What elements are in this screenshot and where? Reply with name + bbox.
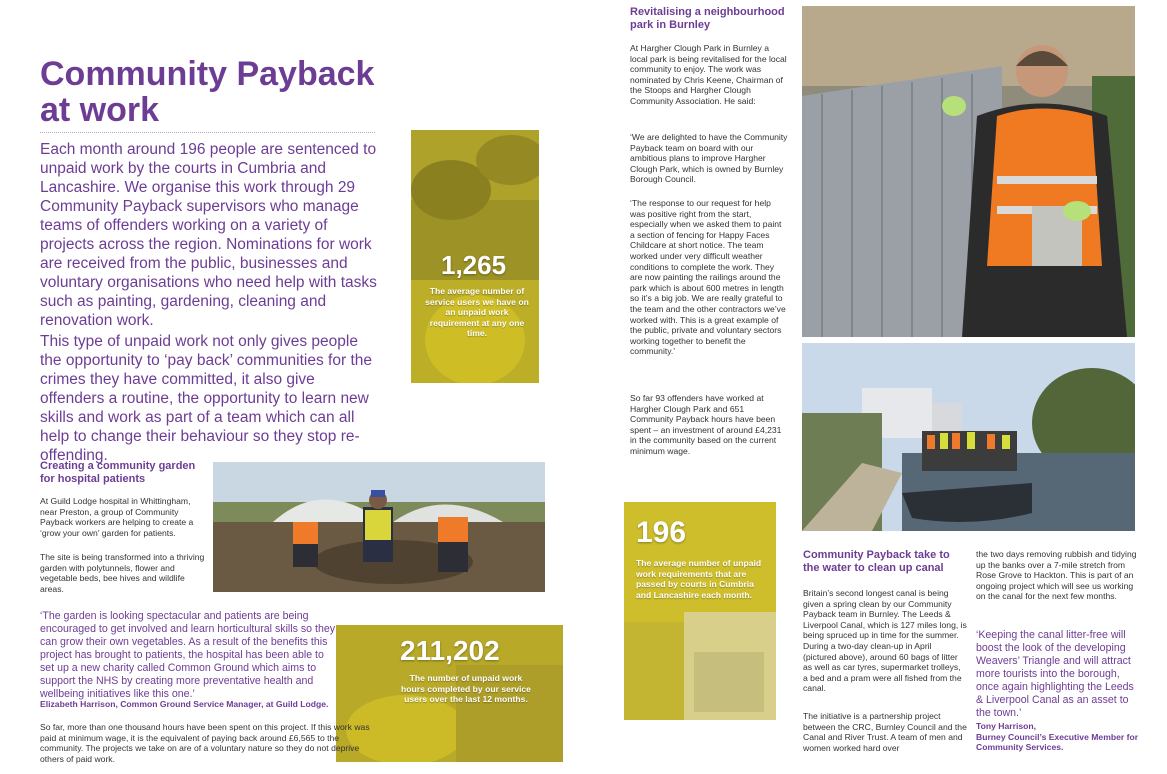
stat-description: The average number of unpaid work requirements that are passed by courts in Cumbria and Lancashire each month. [636, 558, 762, 600]
stat-description: The average number of service users we have on an unpaid work requirement at any one time. [425, 286, 529, 338]
canal-paragraph-1: Britain’s second longest canal is being given a spring clean by our Community Payback team in Burnley. The Leeds & Liverpool Canal, which is 127 miles long, is being spruced up in time for the summer. During a two-day clean-up in April (pictured above), around 60 bags of litter as well as car tyres, supermarket trolleys, a bed and a pram were all fished from the canal. [803, 588, 967, 694]
page-title [40, 56, 420, 128]
park-photo-image [802, 6, 1135, 337]
garden-paragraph-1: At Guild Lodge hospital in Whittingham, near Preston, a group of Community Payback workers are helping to create a ‘grow your own’ garden for patients. [40, 496, 194, 538]
attribution-role: Burney Council’s Executive Member for Community Services. [976, 731, 1139, 753]
park-paragraph-1: At Hargher Clough Park in Burnley a local park is being revitalised for the local community to enjoy. The work was nominated by Chris Keene, Chairman of the Stoops and Hargher Clough Community Association. He said: [630, 43, 787, 106]
canal-quote-attribution [976, 721, 1140, 753]
stat-number: 211,202 [400, 635, 500, 666]
stat-description: The number of unpaid work hours completed by our service users over the last 12 months. [401, 673, 531, 704]
title-line-1: Community Payback [40, 55, 375, 93]
park-photo [802, 6, 1135, 337]
title-divider [40, 132, 375, 133]
garden-quote-attribution: Elizabeth Harrison, Common Ground Service Manager, at Guild Lodge. [40, 699, 329, 709]
stat-tile-196 [624, 502, 776, 720]
stat-tile-1265 [411, 130, 539, 383]
stat-number: 196 [636, 516, 687, 549]
title-line-2: at work [40, 91, 160, 129]
garden-paragraph-2: The site is being transformed into a thriving garden with polytunnels, flower and vegetable beds, bee hives and wildlife areas. [40, 552, 205, 594]
canal-paragraph-3: the two days removing rubbish and tidying up the banks over a 7-mile stretch from Rose Grove to Hackton. This is part of an ongoing project which will see us working on the canal for the next few months. [976, 549, 1137, 602]
park-paragraph-3: ‘The response to our request for help was positive right from the start, especially when we asked them to paint a section of fencing for Happy Faces Childcare at short notice. The team worked under very difficult weather conditions to complete the work. They are now painting the railings around the park which is about 600 metres in length so it’s a big job. We are really grateful to the team and the other contractors we’ve worked with. This is a great example of the public, private and voluntary sectors working together to benefit the community.’ [630, 198, 786, 357]
garden-photo-image [213, 462, 545, 592]
garden-quote: ‘The garden is looking spectacular and patients are being encouraged to get involved and learn horticultural skills so they can grow their own vegetables. As a result of the benefits this project has brought to patients, the hospital has been able to set up a new charity called Common Ground which aims to support the NHS by creating more preventative health and wellbeing initiatives like this one.’ [40, 610, 336, 700]
canal-quote: ‘Keeping the canal litter-free will boost the look of the developing Weavers’ Triangle and will attract more tourists into the borough, once again highlighting the Leeds & Liverpool Canal as an asset to the town.’ [976, 629, 1134, 719]
canal-photo [802, 343, 1135, 531]
stat-number: 1,265 [441, 250, 507, 280]
attribution-name: Tony Harrison, [976, 721, 1037, 731]
park-paragraph-4: So far 93 offenders have worked at Hargher Clough Park and 651 Community Payback hours have been spent – an investment of around £4,231 in the community based on the current minimum wage. [630, 393, 782, 456]
intro-paragraph-2: This type of unpaid work not only gives people the opportunity to ‘pay back’ communities for the crimes they have committed, it also give offenders a routine, the opportunity to learn new skills and work as part of a team which can all help to change their behaviour so they stop re-offending. [40, 333, 372, 464]
intro-paragraph-1: Each month around 196 people are sentenced to unpaid work by the courts in Cumbria and Lancashire. We organise this work through 29 Community Payback supervisors who manage teams of offenders working on a variety of projects across the region. Nominations for work are received from the public, businesses and voluntary organisations who need help with tasks such as painting, gardening, cleaning and renovation work. [40, 141, 377, 329]
canal-photo-image [802, 343, 1135, 531]
garden-heading: Creating a community garden for hospital patients [40, 460, 196, 485]
garden-photo [213, 462, 545, 592]
canal-paragraph-2: The initiative is a partnership project between the CRC, Burnley Council and the Canal and River Trust. A team of men and women worked hard over [803, 711, 967, 753]
garden-paragraph-3: So far, more than one thousand hours have been spent on this project. If this work was paid at minimum wage, it is the equivalent of paying back around £6,565 to the community. The projects we take on are of a voluntary nature so they do not deprive others of paid work. [40, 722, 370, 764]
park-paragraph-2: ‘We are delighted to have the Community Payback team on board with our ambitious plans to improve Hargher Clough Park, which is owned by Burnley Borough Council. [630, 132, 788, 185]
canal-heading: Community Payback take to the water to clean up canal [803, 549, 950, 574]
park-heading: Revitalising a neighbourhood park in Burnley [630, 6, 785, 31]
